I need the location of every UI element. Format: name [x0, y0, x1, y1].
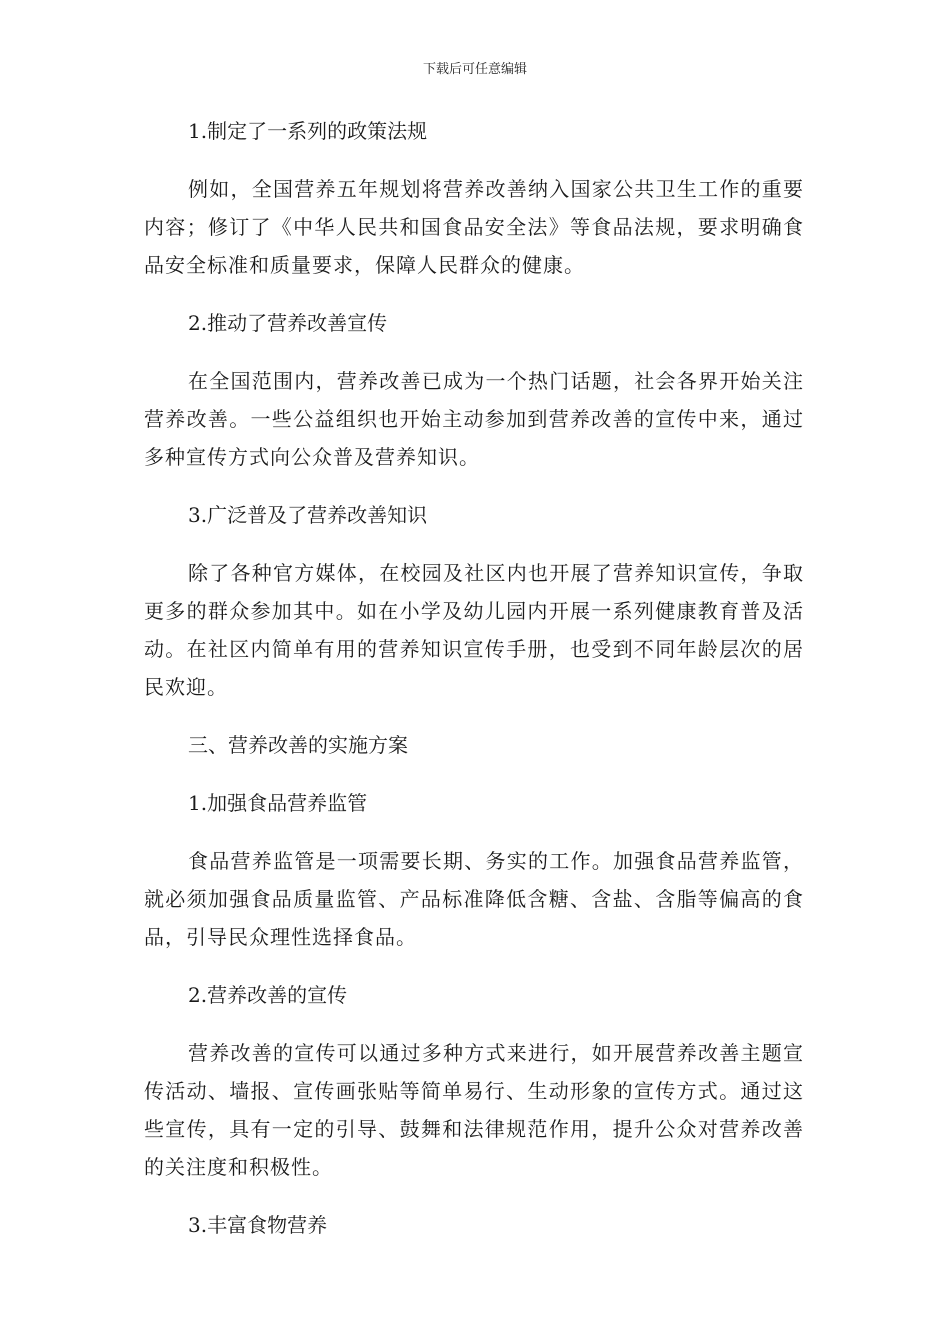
section-heading: 3.广泛普及了营养改善知识 — [188, 503, 428, 527]
section-heading: 3.丰富食物营养 — [188, 1213, 328, 1237]
paragraph: 例如，全国营养五年规划将营养改善纳入国家公共卫生工作的重要内容；修订了《中华人民共和国食品安全法》等食品法规，要求明确食品安全标准和质量要求，保障人民群众的健康。 — [144, 177, 804, 277]
section-heading: 2.推动了营养改善宣传 — [188, 311, 388, 335]
section-heading: 1.制定了一系列的政策法规 — [188, 119, 428, 143]
paragraph: 在全国范围内，营养改善已成为一个热门话题，社会各界开始关注营养改善。一些公益组织也开始主动参加到营养改善的宣传中来，通过多种宣传方式向公众普及营养知识。 — [144, 369, 804, 469]
paragraph: 除了各种官方媒体，在校园及社区内也开展了营养知识宣传，争取更多的群众参加其中。如在小学及幼儿园内开展一系列健康教育普及活动。在社区内简单有用的营养知识宣传手册，也受到不同年龄层次的居民欢迎。 — [144, 561, 804, 699]
paragraph: 营养改善的宣传可以通过多种方式来进行，如开展营养改善主题宣传活动、墙报、宣传画张贴等简单易行、生动形象的宣传方式。通过这些宣传，具有一定的引导、鼓舞和法律规范作用，提升公众对营养改善的关注度和积极性。 — [144, 1041, 804, 1179]
header-note: 下载后可任意编辑 — [422, 62, 527, 77]
section-heading: 1.加强食品营养监管 — [188, 791, 368, 815]
document-body — [144, 112, 804, 1264]
section-heading: 2.营养改善的宣传 — [188, 983, 348, 1007]
chapter-heading: 三、营养改善的实施方案 — [188, 733, 408, 757]
paragraph: 食品营养监管是一项需要长期、务实的工作。加强食品营养监管，就必须加强食品质量监管、产品标准降低含糖、含盐、含脂等偏高的食品，引导民众理性选择食品。 — [144, 849, 804, 949]
